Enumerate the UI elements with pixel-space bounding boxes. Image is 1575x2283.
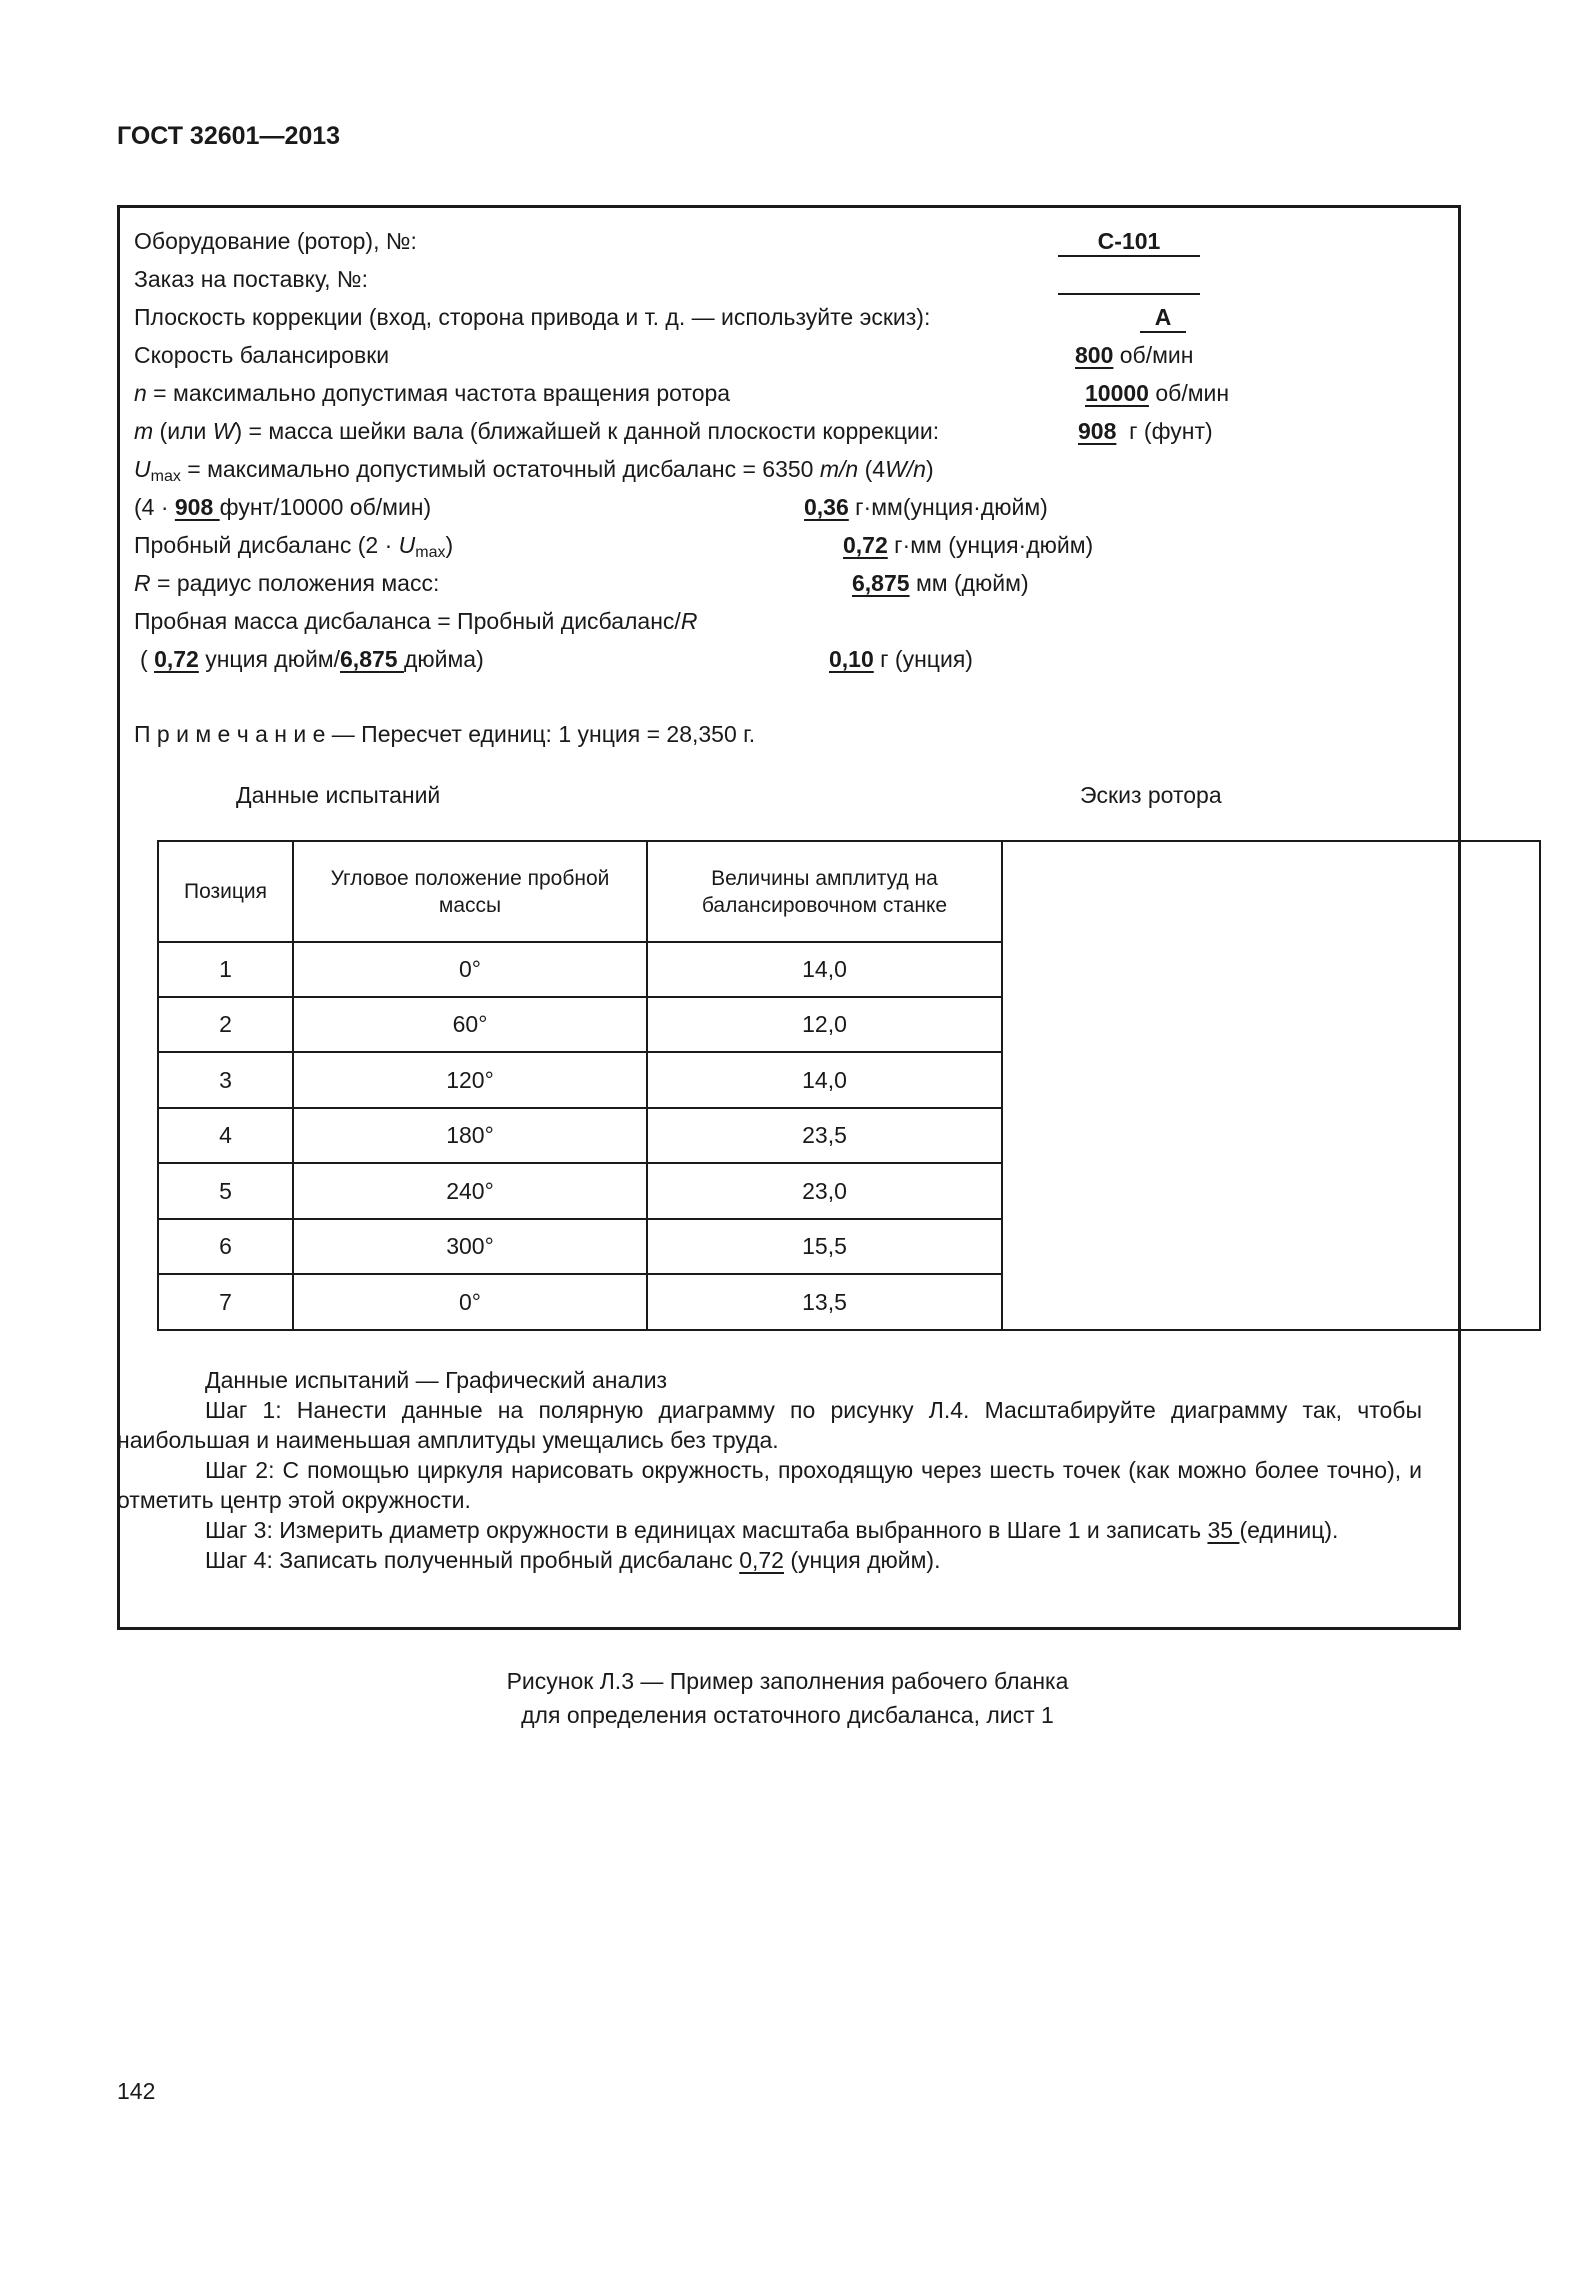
order-label: Заказ на поставку, №: — [134, 266, 368, 292]
header-amplitude: Величины амплитуд на балансировочном станке — [647, 841, 1002, 942]
step3-value: 35 — [1207, 1517, 1240, 1543]
m-field — [1078, 418, 1213, 445]
m-label — [134, 418, 939, 445]
trial-label-pre: Пробный дисбаланс (2 · — [134, 532, 399, 558]
cell-amplitude: 14,0 — [647, 1052, 1002, 1108]
cell-position: 6 — [158, 1219, 293, 1274]
mass-label — [134, 608, 697, 635]
mass-label-pre: Пробная масса дисбаланса = Пробный дисбаланс/ — [134, 608, 681, 634]
rotor-sketch-area — [1002, 841, 1540, 1330]
cell-amplitude: 13,5 — [647, 1274, 1002, 1330]
trial-unit: г·мм (унция·дюйм) — [894, 532, 1094, 558]
cell-amplitude: 23,0 — [647, 1163, 1002, 1219]
m-text1: (или — [153, 418, 213, 444]
test-data-title: Данные испытаний — [236, 782, 441, 808]
mass-calc-open: ( — [140, 646, 155, 672]
r-var: R — [134, 570, 151, 596]
trial-label-post: ) — [445, 532, 454, 558]
cell-position: 3 — [158, 1052, 293, 1108]
plane-value-wrap — [1140, 304, 1186, 333]
mass-value: 0,10 — [829, 646, 874, 672]
cell-angle: 120° — [293, 1052, 647, 1108]
header-position: Позиция — [158, 841, 293, 942]
mass-calc-mid: унция дюйм/ — [198, 646, 341, 672]
trial-label-sub: max — [415, 544, 446, 561]
umax-label — [134, 456, 934, 486]
umax-text1: = максимально допустимый остаточный дисбаланс = 6350 — [180, 456, 820, 482]
m-text2: ) = масса шейки вала (ближайшей к данной плоскости коррекции: — [234, 418, 940, 444]
n-unit: об/мин — [1155, 380, 1230, 406]
cell-amplitude: 23,5 — [647, 1108, 1002, 1163]
mass-calc — [140, 646, 484, 673]
mass-field — [829, 646, 973, 673]
cell-position: 1 — [158, 942, 293, 997]
speed-unit: об/мин — [1119, 342, 1194, 368]
calc-unit: г·мм(унция·дюйм) — [855, 494, 1048, 520]
step3-pre: Шаг 3: Измерить диаметр окружности в единицах масштаба выбранного в Шаге 1 и записать — [205, 1517, 1208, 1543]
cell-position: 4 — [158, 1108, 293, 1163]
m-var2: W — [212, 418, 235, 444]
analysis-step-2: Шаг 2: С помощью циркуля нарисовать окружность, проходящую через шесть точек (как можно более точно), и отметить центр этой окружности. — [117, 1457, 1422, 1513]
order-blank-line — [1058, 293, 1200, 295]
step4-post: (унция дюйм). — [783, 1547, 941, 1573]
table-header-row — [158, 841, 1540, 942]
umax-var: U — [134, 456, 151, 482]
r-label-text: = радиус положения масс: — [150, 570, 440, 596]
test-data-table — [157, 840, 1541, 1331]
note-text: — Пересчет единиц: 1 унция = 28,350 г. — [325, 721, 756, 747]
cell-amplitude: 15,5 — [647, 1219, 1002, 1274]
mass-calc-v2: 6,875 — [340, 646, 404, 672]
equipment-value — [1058, 228, 1200, 257]
mass-unit: г (унция) — [880, 646, 973, 672]
caption-line-2: для определения остаточного дисбаланса, лист 1 — [521, 1702, 1054, 1728]
cell-angle: 60° — [293, 997, 647, 1052]
step3-post: (единиц). — [1239, 1517, 1339, 1543]
mass-calc-v1: 0,72 — [154, 646, 199, 672]
caption-line-1: Рисунок Л.3 — Пример заполнения рабочего бланка — [506, 1668, 1069, 1694]
m-unit: г (фунт) — [1129, 418, 1213, 444]
calc-value: 0,36 — [804, 494, 849, 520]
equipment-label: Оборудование (ротор), №: — [134, 228, 417, 254]
cell-position: 2 — [158, 997, 293, 1052]
mass-calc-close: дюйма) — [403, 646, 484, 672]
figure-caption — [0, 1664, 1575, 1732]
n-label-text: = максимально допустимая частота вращения ротора — [146, 380, 731, 406]
speed-field — [1075, 342, 1193, 369]
trial-label-u: U — [398, 532, 416, 558]
cell-position: 7 — [158, 1274, 293, 1330]
umax-text2: (4 — [858, 456, 886, 482]
cell-angle: 0° — [293, 942, 647, 997]
note-prefix: П р и м е ч а н и е — [134, 721, 326, 747]
calc-label — [134, 494, 431, 521]
mass-label-r: R — [680, 608, 698, 634]
speed-label: Скорость балансировки — [134, 342, 390, 368]
analysis-step-4 — [117, 1545, 1422, 1575]
analysis-title: Данные испытаний — Графический анализ — [205, 1367, 668, 1393]
header-angle: Угловое положение пробной массы — [293, 841, 647, 942]
n-var: n — [134, 380, 147, 406]
calc-field — [804, 494, 1048, 521]
page-number: 142 — [117, 2078, 156, 2104]
calc-rest: фунт/10000 об/мин) — [219, 494, 432, 520]
n-field — [1085, 380, 1229, 407]
cell-amplitude: 12,0 — [647, 997, 1002, 1052]
trial-label — [134, 532, 453, 562]
cell-position: 5 — [158, 1163, 293, 1219]
umax-text3: ) — [925, 456, 934, 482]
calc-mass: 908 — [174, 494, 220, 520]
r-label — [134, 570, 439, 597]
n-label — [134, 380, 730, 407]
r-field — [852, 570, 1029, 597]
r-unit: мм (дюйм) — [915, 570, 1029, 596]
umax-wn: W/n — [885, 456, 926, 482]
equipment-value-text: C-101 — [1058, 228, 1200, 257]
trial-field — [843, 532, 1093, 559]
analysis-steps — [117, 1365, 1422, 1575]
standard-header: ГОСТ 32601—2013 — [117, 122, 341, 150]
cell-angle: 180° — [293, 1108, 647, 1163]
umax-sub: max — [150, 468, 181, 485]
step4-pre: Шаг 4: Записать полученный пробный дисбаланс — [205, 1547, 740, 1573]
sketch-title: Эскиз ротора — [1080, 782, 1222, 808]
analysis-step-1: Шаг 1: Нанести данные на полярную диаграмму по рисунку Л.4. Масштабируйте диаграмму так, чтобы наибольшая и наименьшая амплитуды умещались без труда. — [117, 1397, 1422, 1453]
calc-open: (4 · — [134, 494, 175, 520]
umax-mn: m/n — [819, 456, 859, 482]
speed-value: 800 — [1075, 342, 1114, 368]
cell-angle: 0° — [293, 1274, 647, 1330]
n-value: 10000 — [1085, 380, 1149, 406]
plane-label: Плоскость коррекции (вход, сторона привода и т. д. — используйте эскиз): — [134, 304, 931, 330]
analysis-step-3 — [117, 1515, 1422, 1545]
r-value: 6,875 — [852, 570, 910, 596]
m-value: 908 — [1078, 418, 1117, 444]
cell-angle: 240° — [293, 1163, 647, 1219]
note — [134, 721, 755, 748]
trial-value: 0,72 — [843, 532, 888, 558]
cell-angle: 300° — [293, 1219, 647, 1274]
m-var: m — [134, 418, 154, 444]
cell-amplitude: 14,0 — [647, 942, 1002, 997]
step4-value: 0,72 — [739, 1547, 784, 1573]
plane-value: A — [1140, 304, 1186, 333]
